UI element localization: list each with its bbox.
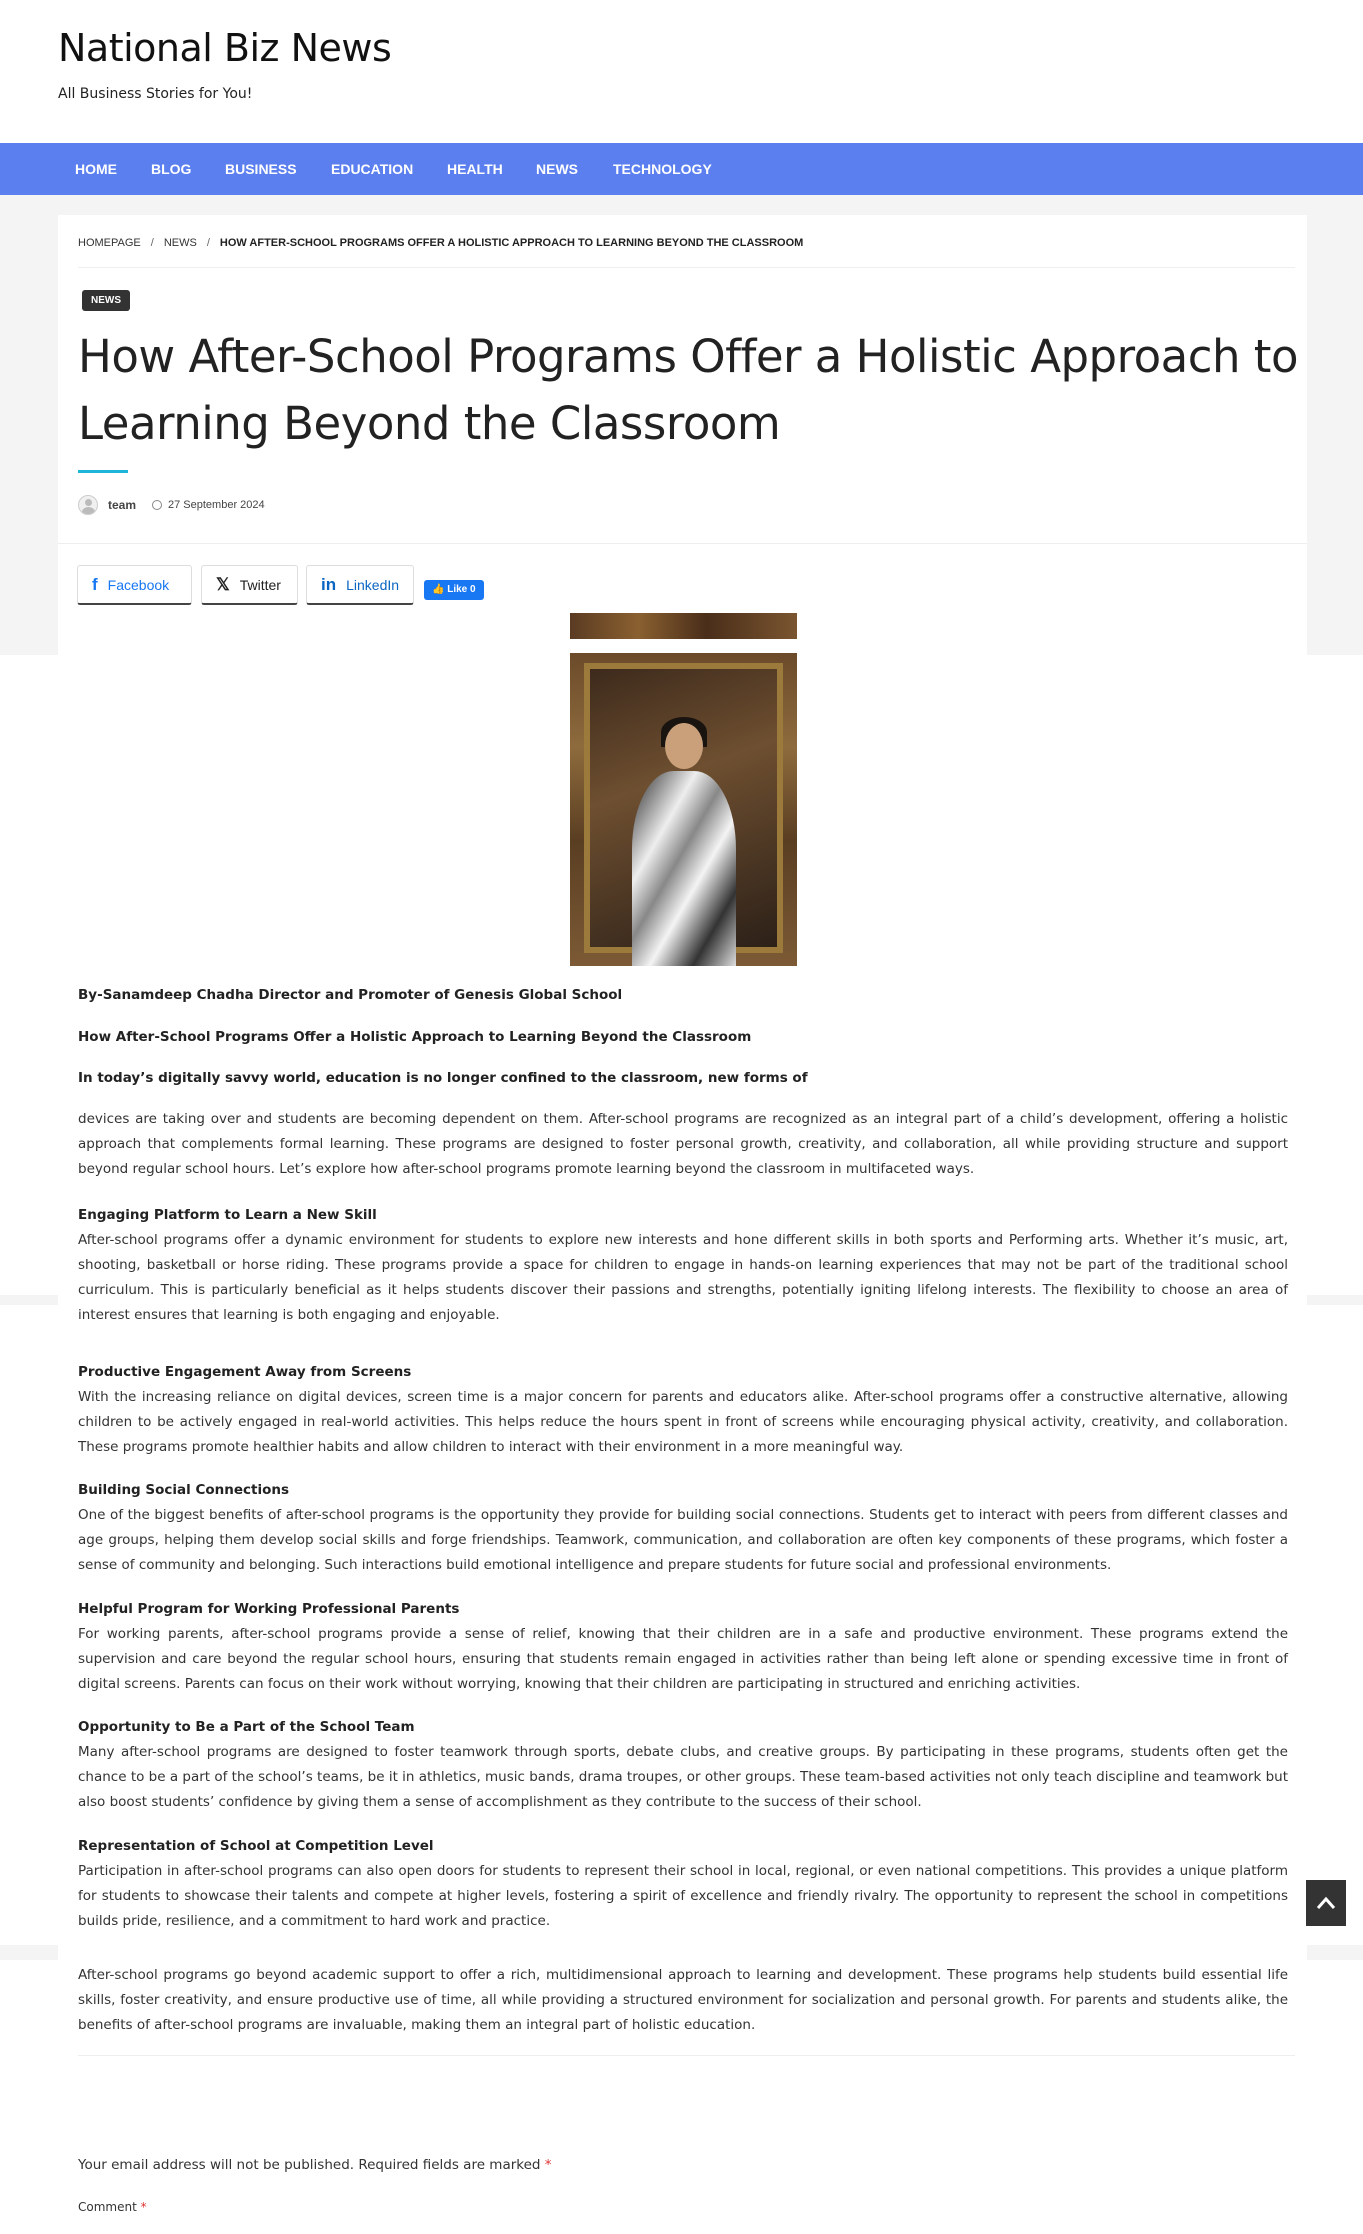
divider [78,267,1295,268]
comment-label-text: Comment [78,2200,137,2214]
divider [78,2055,1295,2056]
section-block [78,1478,1288,1578]
section-heading: Productive Engagement Away from Screens [78,1364,412,1380]
section-body: One of the biggest benefits of after-school programs is the opportunity they provide for building social connections. Students get to interact with peers from different classes and age groups, helping them develop social skills and forge friendships. Teamwork, communication, and collaboration are often key components of these programs, which foster a sense of community and belonging. Such interactions build emotional intelligence and prepare students for future social and professional environments. [78,1507,1288,1573]
author-name[interactable]: team [108,498,137,512]
section-heading: Engaging Platform to Learn a New Skill [78,1207,377,1223]
article-photo [570,653,797,966]
chevron-up-icon [1316,1896,1336,1910]
comment-label [78,2200,147,2214]
section-block [78,1203,1288,1328]
breadcrumb-current: HOW AFTER-SCHOOL PROGRAMS OFFER A HOLISTIC APPROACH TO LEARNING BEYOND THE CLASSROOM [219,237,804,249]
nav-item-health[interactable]: HEALTH [447,161,503,177]
facebook-like-button[interactable] [424,580,484,600]
nav-item-news[interactable]: NEWS [536,161,578,177]
main-nav [0,143,1363,195]
site-header [0,0,1363,143]
section-heading: Helpful Program for Working Professional Parents [78,1601,460,1617]
section-heading: Representation of School at Competition Level [78,1838,434,1854]
article-meta [78,495,265,515]
section-block [78,1715,1288,1815]
linkedin-icon: in [321,574,337,594]
category-badge[interactable]: NEWS [82,290,130,311]
share-linkedin-button[interactable] [306,565,414,605]
article-card [58,215,1307,2234]
thumbs-up-icon: 👍 [432,584,445,595]
scroll-to-top-button[interactable] [1306,1880,1346,1926]
section-body: Many after-school programs are designed to foster teamwork through sports, debate clubs, and creative groups. By participating in these programs, students often get the chance to be a part of the school’s teams, be it in athletics, music bands, drama troupes, or other groups. These team-based activities not only teach discipline and teamwork but also boost students’ confidence by giving them a sense of accomplishment as they contribute to the success of their school. [78,1744,1289,1810]
article-title: How After-School Programs Offer a Holistic Approach to Learning Beyond the Classroom [78,330,1298,450]
title-underline [78,470,128,473]
breadcrumb-section[interactable]: NEWS [163,237,197,249]
byline: By-Sanamdeep Chadha Director and Promoter of Genesis Global School [78,987,623,1003]
site-tagline: All Business Stories for You! [58,86,253,102]
intro-paragraph: devices are taking over and students are becoming dependent on them. After-school programs are recognized as an integral part of a child’s development, offering a holistic approach that complements formal learning. These programs are designed to foster personal growth, creativity, and collaboration, all while providing structure and support beyond regular school hours. Let’s explore how after-school programs promote learning beyond the classroom in multifaceted ways. [78,1111,1288,1177]
avatar [78,495,98,515]
article-subtitle: How After-School Programs Offer a Holistic Approach to Learning Beyond the Classroom [78,1029,752,1045]
nav-item-technology[interactable]: TECHNOLOGY [613,161,712,177]
nav-item-blog[interactable]: BLOG [151,161,192,177]
section-body: After-school programs offer a dynamic environment for students to explore new interests and hone different skills in both sports and Performing arts. Whether it’s music, art, shooting, basketball or horse riding. These programs provide a space for children to engage in hands-on learning experiences that may not be part of the traditional school curriculum. This is particularly beneficial as it helps students discover their passions and strengths, potentially igniting lifelong interests. The flexibility to choose an area of interest ensures that learning is both engaging and enjoyable. [78,1232,1288,1323]
clock-icon [152,500,162,510]
section-block [78,1597,1288,1697]
section-body: With the increasing reliance on digital devices, screen time is a major concern for parents and educators alike. After-school programs offer a constructive alternative, allowing children to be actively engaged in real-world activities. This helps reduce the hours spent in front of screens while encouraging physical activity, creativity, and collaboration. These programs promote healthier habits and allow children to interact with their environment in a more meaningful way. [78,1389,1288,1455]
nav-item-business[interactable]: BUSINESS [225,161,297,177]
section-block [78,1360,1288,1460]
conclusion-paragraph: After-school programs go beyond academic support to offer a rich, multidimensional approach to learning and development. These programs help students build essential life skills, foster creativity, and ensure productive use of time, all while providing a structured environment for socialization and personal growth. For parents and students alike, the benefits of after-school programs are invaluable, making them an integral part of holistic education. [78,1967,1288,2033]
email-note-text: Your email address will not be published. Required fields are marked [78,2157,541,2173]
breadcrumb-home[interactable]: HOMEPAGE [78,237,141,249]
email-note [78,2157,552,2173]
section-body: For working parents, after-school programs provide a sense of relief, knowing that their children are in a safe and productive environment. These programs extend the supervision and care beyond the regular school hours, ensuring that students remain engaged in activities rather than being left alone or spending excessive time in front of digital screens. Parents can focus on their work without worrying, knowing that their children are participating in structured and enriching activities. [78,1626,1288,1692]
section-block [78,1834,1288,1934]
required-mark: * [140,2200,147,2214]
facebook-icon: f [92,574,98,594]
share-linkedin-label: LinkedIn [346,576,400,593]
share-twitter-label: Twitter [239,576,281,593]
section-heading: Opportunity to Be a Part of the School Team [78,1719,415,1735]
article-image-strip [570,613,797,639]
section-body: Participation in after-school programs can also open doors for students to represent their school in local, regional, or even national competitions. This provides a unique platform for students to showcase their talents and compete at higher levels, fostering a spirit of excellence and friendly rivalry. The opportunity to represent the school in competitions builds pride, resilience, and a commitment to hard work and practice. [78,1863,1288,1929]
divider [58,543,1307,544]
share-twitter-button[interactable] [201,565,298,605]
nav-item-home[interactable]: HOME [75,161,117,177]
required-mark: * [544,2157,552,2173]
share-facebook-label: Facebook [107,576,170,593]
site-title[interactable]: National Biz News [58,26,392,70]
lead-paragraph: In today’s digitally savvy world, education is no longer confined to the classroom, new forms of [78,1070,808,1086]
nav-item-education[interactable]: EDUCATION [331,161,414,177]
post-date: 27 September 2024 [168,499,265,511]
x-twitter-icon: 𝕏 [216,574,230,594]
share-facebook-button[interactable] [77,565,192,605]
section-heading: Building Social Connections [78,1482,290,1498]
like-count: Like 0 [447,584,476,595]
breadcrumb: HOMEPAGE / NEWS / HOW AFTER-SCHOOL PROGRAMS OFFER A HOLISTIC APPROACH TO LEARNING BEYOND THE CLASSROOM [78,237,804,249]
